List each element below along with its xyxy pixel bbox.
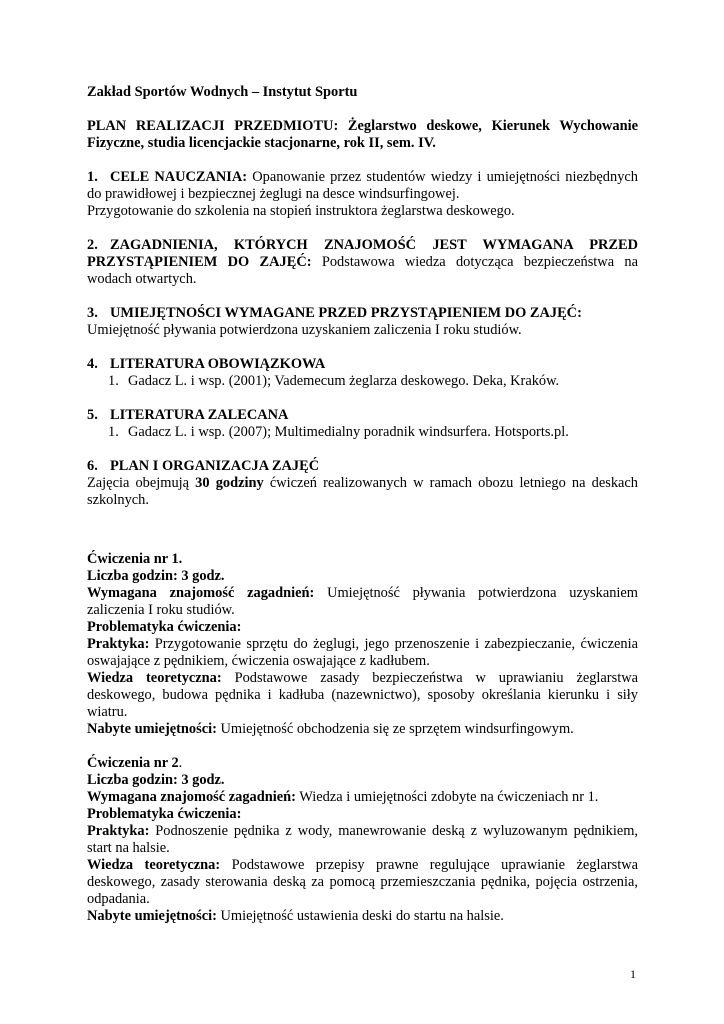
practice-text: Przygotowanie sprzętu do żeglugi, jego przenoszenie i zabezpieczanie, ćwiczenia oswajające z pędnikiem, ćwiczenia oswajające z kadłubem. xyxy=(87,636,638,669)
skills-label: Nabyte umiejętności: xyxy=(87,721,217,737)
section-title: LITERATURA OBOWIĄZKOWA xyxy=(110,356,326,372)
section-number: 3. xyxy=(87,305,98,321)
list-number: 1. xyxy=(108,424,119,440)
exercise-title-text: Ćwiczenia nr 1. xyxy=(87,551,183,567)
practice-label: Praktyka: xyxy=(87,823,150,839)
req-label: Wymagana znajomość zagadnień: xyxy=(87,789,296,805)
req-text: Umiejętność pływania potwierdzona uzyskaniem zaliczenia I roku studiów. xyxy=(87,585,638,618)
section-title: PLAN I ORGANIZACJA ZAJĘĆ xyxy=(110,458,320,474)
section-title: ZAGADNIENIA, KTÓRYCH ZNAJOMOŚĆ JEST WYMAGANA PRZED PRZYSTĄPIENIEM DO ZAJĘĆ: xyxy=(87,237,638,270)
section-mandatory-literature xyxy=(87,356,638,373)
exercise-theory xyxy=(87,670,638,721)
section-text: Umiejętność pływania potwierdzona uzyskaniem zaliczenia I roku studiów. xyxy=(87,322,522,338)
section-required-topics xyxy=(87,237,638,288)
theory-text: Podstawowe przepisy prawne regulujące uprawianie żeglarstwa deskowego, zasady sterowania deską za pomocą przemieszczania pędnika, pojęcia ostrzenia, odpadania. xyxy=(87,857,639,907)
exercise-title-text: Ćwiczenia nr 2 xyxy=(87,755,179,771)
req-text: Wiedza i umiejętności zdobyte na ćwiczeniach nr 1. xyxy=(299,789,599,805)
section-text: Opanowanie przez studentów wiedzy i umiejętności niezbędnych do prawidłowej i bezpiecznej żeglugi na desce windsurfingowej. xyxy=(87,169,638,202)
exercise-theory xyxy=(87,857,638,908)
skills-text: Umiejętność obchodzenia się ze sprzętem windsurfingowym. xyxy=(220,721,574,737)
plan-text-end: ćwiczeń realizowanych w ramach obozu letniego na deskach szkolnych. xyxy=(87,475,638,508)
exercise-problems-label: Problematyka ćwiczenia: xyxy=(87,806,242,822)
list-number: 1. xyxy=(108,373,119,389)
section-number: 6. xyxy=(87,458,98,474)
exercise-practice xyxy=(87,823,638,857)
section-title: LITERATURA ZALECANA xyxy=(110,407,289,423)
exercise-hours: Liczba godzin: 3 godz. xyxy=(87,772,225,788)
section-text xyxy=(87,475,638,509)
skills-label: Nabyte umiejętności: xyxy=(87,908,217,924)
exercise-practice xyxy=(87,636,638,670)
hours-total: 30 godziny xyxy=(195,475,264,491)
practice-label: Praktyka: xyxy=(87,636,150,652)
section-recommended-literature xyxy=(87,407,638,424)
literature-item xyxy=(87,424,638,441)
literature-text: Gadacz L. i wsp. (2007); Multimedialny poradnik windsurfera. Hotsports.pl. xyxy=(128,424,569,440)
section-required-skills xyxy=(87,305,638,322)
section-number: 2. xyxy=(87,237,98,253)
plan-title: PLAN REALIZACJI PRZEDMIOTU: Żeglarstwo deskowe, Kierunek Wychowanie Fizyczne, studia licencjackie stacjonarne, rok II, sem. IV. xyxy=(87,118,638,151)
theory-text: Podstawowe zasady bezpieczeństwa w uprawianiu żeglarstwa deskowego, budowa pędnika i kadłuba (nazewnictwo), sposoby określania kierunku i siły wiatru. xyxy=(87,670,638,720)
section-text: Przygotowanie do szkolenia na stopień instruktora żeglarstwa deskowego. xyxy=(87,203,515,219)
exercise-requirements xyxy=(87,585,638,619)
section-goals xyxy=(87,169,638,203)
exercise-problems-label: Problematyka ćwiczenia: xyxy=(87,619,242,635)
section-number: 5. xyxy=(87,407,98,423)
exercise-title xyxy=(87,551,638,568)
page-number: 1 xyxy=(630,967,636,981)
section-title: CELE NAUCZANIA: xyxy=(110,169,248,185)
section-number: 1. xyxy=(87,169,98,185)
plan-text-start: Zajęcia obejmują xyxy=(87,475,190,491)
literature-item xyxy=(87,373,638,390)
document-page xyxy=(87,84,638,925)
literature-text: Gadacz L. i wsp. (2001); Vademecum żeglarza deskowego. Deka, Kraków. xyxy=(128,373,560,389)
section-plan xyxy=(87,458,638,475)
exercise-title-suffix: . xyxy=(178,755,183,771)
theory-label: Wiedza teoretyczna: xyxy=(87,857,221,873)
exercise-requirements xyxy=(87,789,638,806)
institute-name: Zakład Sportów Wodnych – Instytut Sportu xyxy=(87,84,358,100)
section-title: UMIEJĘTNOŚCI WYMAGANE PRZED PRZYSTĄPIENIEM DO ZAJĘĆ: xyxy=(110,305,582,321)
practice-text: Podnoszenie pędnika z wody, manewrowanie deską z wyluzowanym pędnikiem, start na halsie. xyxy=(87,823,638,856)
section-number: 4. xyxy=(87,356,98,372)
exercise-block xyxy=(87,755,638,925)
theory-label: Wiedza teoretyczna: xyxy=(87,670,222,686)
exercise-skills xyxy=(87,721,638,738)
exercise-skills xyxy=(87,908,638,925)
req-label: Wymagana znajomość zagadnień: xyxy=(87,585,315,601)
exercise-hours: Liczba godzin: 3 godz. xyxy=(87,568,225,584)
skills-text: Umiejętność ustawienia deski do startu na halsie. xyxy=(220,908,504,924)
exercise-block xyxy=(87,551,638,738)
exercise-title xyxy=(87,755,638,772)
section-text: Podstawowa wiedza dotycząca bezpieczeństwa na wodach otwartych. xyxy=(87,254,638,287)
